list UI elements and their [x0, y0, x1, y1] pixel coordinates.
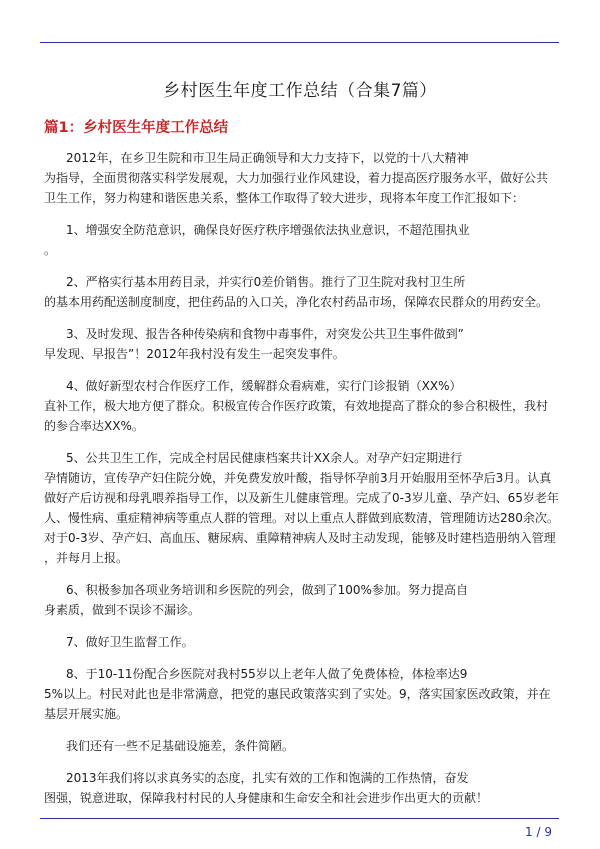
paragraph-line: 直补工作，极大地方便了群众。积极宣传合作医疗政策，有效地提高了群众的参合积极性，我村: [44, 399, 549, 413]
paragraph-line: 5%以上。村民对此也是非常满意，把党的惠民政策落实到了实处。9，落实国家医改政策，并在: [44, 687, 551, 701]
document-title: 乡村医生年度工作总结（合集7篇）: [163, 81, 437, 101]
paragraph-line: 4、做好新型农村合作医疗工作，缓解群众看病难，实行门诊报销（XX%）: [66, 379, 462, 393]
paragraph-line: 。: [44, 243, 57, 257]
paragraph-line: 基层开展实施。: [44, 707, 129, 721]
paragraph-line: 图强，锐意进取，保障我村村民的人身健康和生命安全和社会进步作出更大的贡献！: [44, 791, 489, 805]
header-rule: [40, 42, 559, 43]
paragraph-line: 2、严格实行基本用药目录，并实行0差价销售。推行了卫生院对我村卫生所: [66, 275, 466, 289]
paragraph-line: 5、公共卫生工作，完成全村居民健康档案共计XX余人。对孕产妇定期进行: [66, 451, 463, 465]
paragraph-line: 7、做好卫生监督工作。: [66, 635, 194, 649]
paragraph-line: 的基本用药配送制度制度，把住药品的入口关，净化农村药品市场，保障农民群众的用药安全。: [44, 295, 549, 309]
paragraph-line: 8、于10-11份配合乡医院对我村55岁以上老年人做了免费体检，体检率达9: [66, 667, 468, 681]
paragraph: [44, 736, 560, 756]
section-heading: 篇1：乡村医生年度工作总结: [44, 120, 229, 136]
paragraph-line: 对于0-3岁、孕产妇、高血压、糖尿病、重障精神病人及时主动发现，能够及时建档造册纳入管理: [44, 531, 556, 545]
paragraph: [44, 580, 560, 620]
paragraph-line: 早发现、早报告”！2012年我村没有发生一起突发事件。: [44, 347, 345, 361]
paragraph-line: ，并每月上报。: [44, 551, 129, 565]
paragraph-line: 6、积极参加各项业务培训和乡医院的列会，做到了100%参加。努力提高自: [66, 583, 468, 597]
paragraph-line: 人、慢性病、重症精神病等重点人群的管理。对以上重点人群做到底数清，管理随访达280余次。: [44, 511, 559, 525]
paragraph: [44, 448, 560, 568]
footer-rule: [40, 818, 559, 819]
paragraph-line: 做好产后访视和母乳喂养指导工作，以及新生儿健康管理。完成了0-3岁儿童、孕产妇、65岁老年: [44, 491, 559, 505]
paragraph-line: 的参合率达XX%。: [44, 419, 144, 433]
paragraph-line: 身素质，做到不误诊不漏诊。: [44, 603, 201, 617]
paragraph-line: 孕情随访，宣传孕产妇住院分娩，并免费发放叶酸，指导怀孕前3月开始服用至怀孕后3月。认真: [44, 471, 552, 485]
paragraph-line: 为指导，全面贯彻落实科学发展观，大力加强行业作风建设，着力提高医疗服务水平，做好公共: [44, 171, 549, 185]
paragraph-line: 我们还有一些不足基础设施差，条件简陋。: [66, 739, 295, 753]
paragraph: [44, 272, 560, 312]
paragraph-line: 1、增强安全防范意识，确保良好医疗秩序增强依法执业意识，不超范围执业: [66, 223, 470, 237]
paragraph-line: 2012年，在乡卫生院和市卫生局正确领导和大力支持下，以党的十八大精神: [66, 151, 469, 165]
paragraph-line: 卫生工作，努力构建和谐医患关系，整体工作取得了较大进步，现将本年度工作汇报如下：: [44, 191, 525, 205]
paragraph: [44, 768, 560, 808]
paragraph: [44, 324, 560, 364]
paragraph: [44, 664, 560, 724]
paragraph-line: 2013年我们将以求真务实的态度，扎实有效的工作和饱满的工作热情，奋发: [66, 771, 469, 785]
paragraph: [44, 220, 560, 260]
document-body: [44, 148, 560, 820]
paragraph: [44, 148, 560, 208]
paragraph: [44, 376, 560, 436]
page-number: 1 / 9: [525, 825, 552, 839]
paragraph-line: 3、及时发现、报告各种传染病和食物中毒事件，对突发公共卫生事件做到”: [66, 327, 464, 341]
paragraph: [44, 632, 560, 652]
